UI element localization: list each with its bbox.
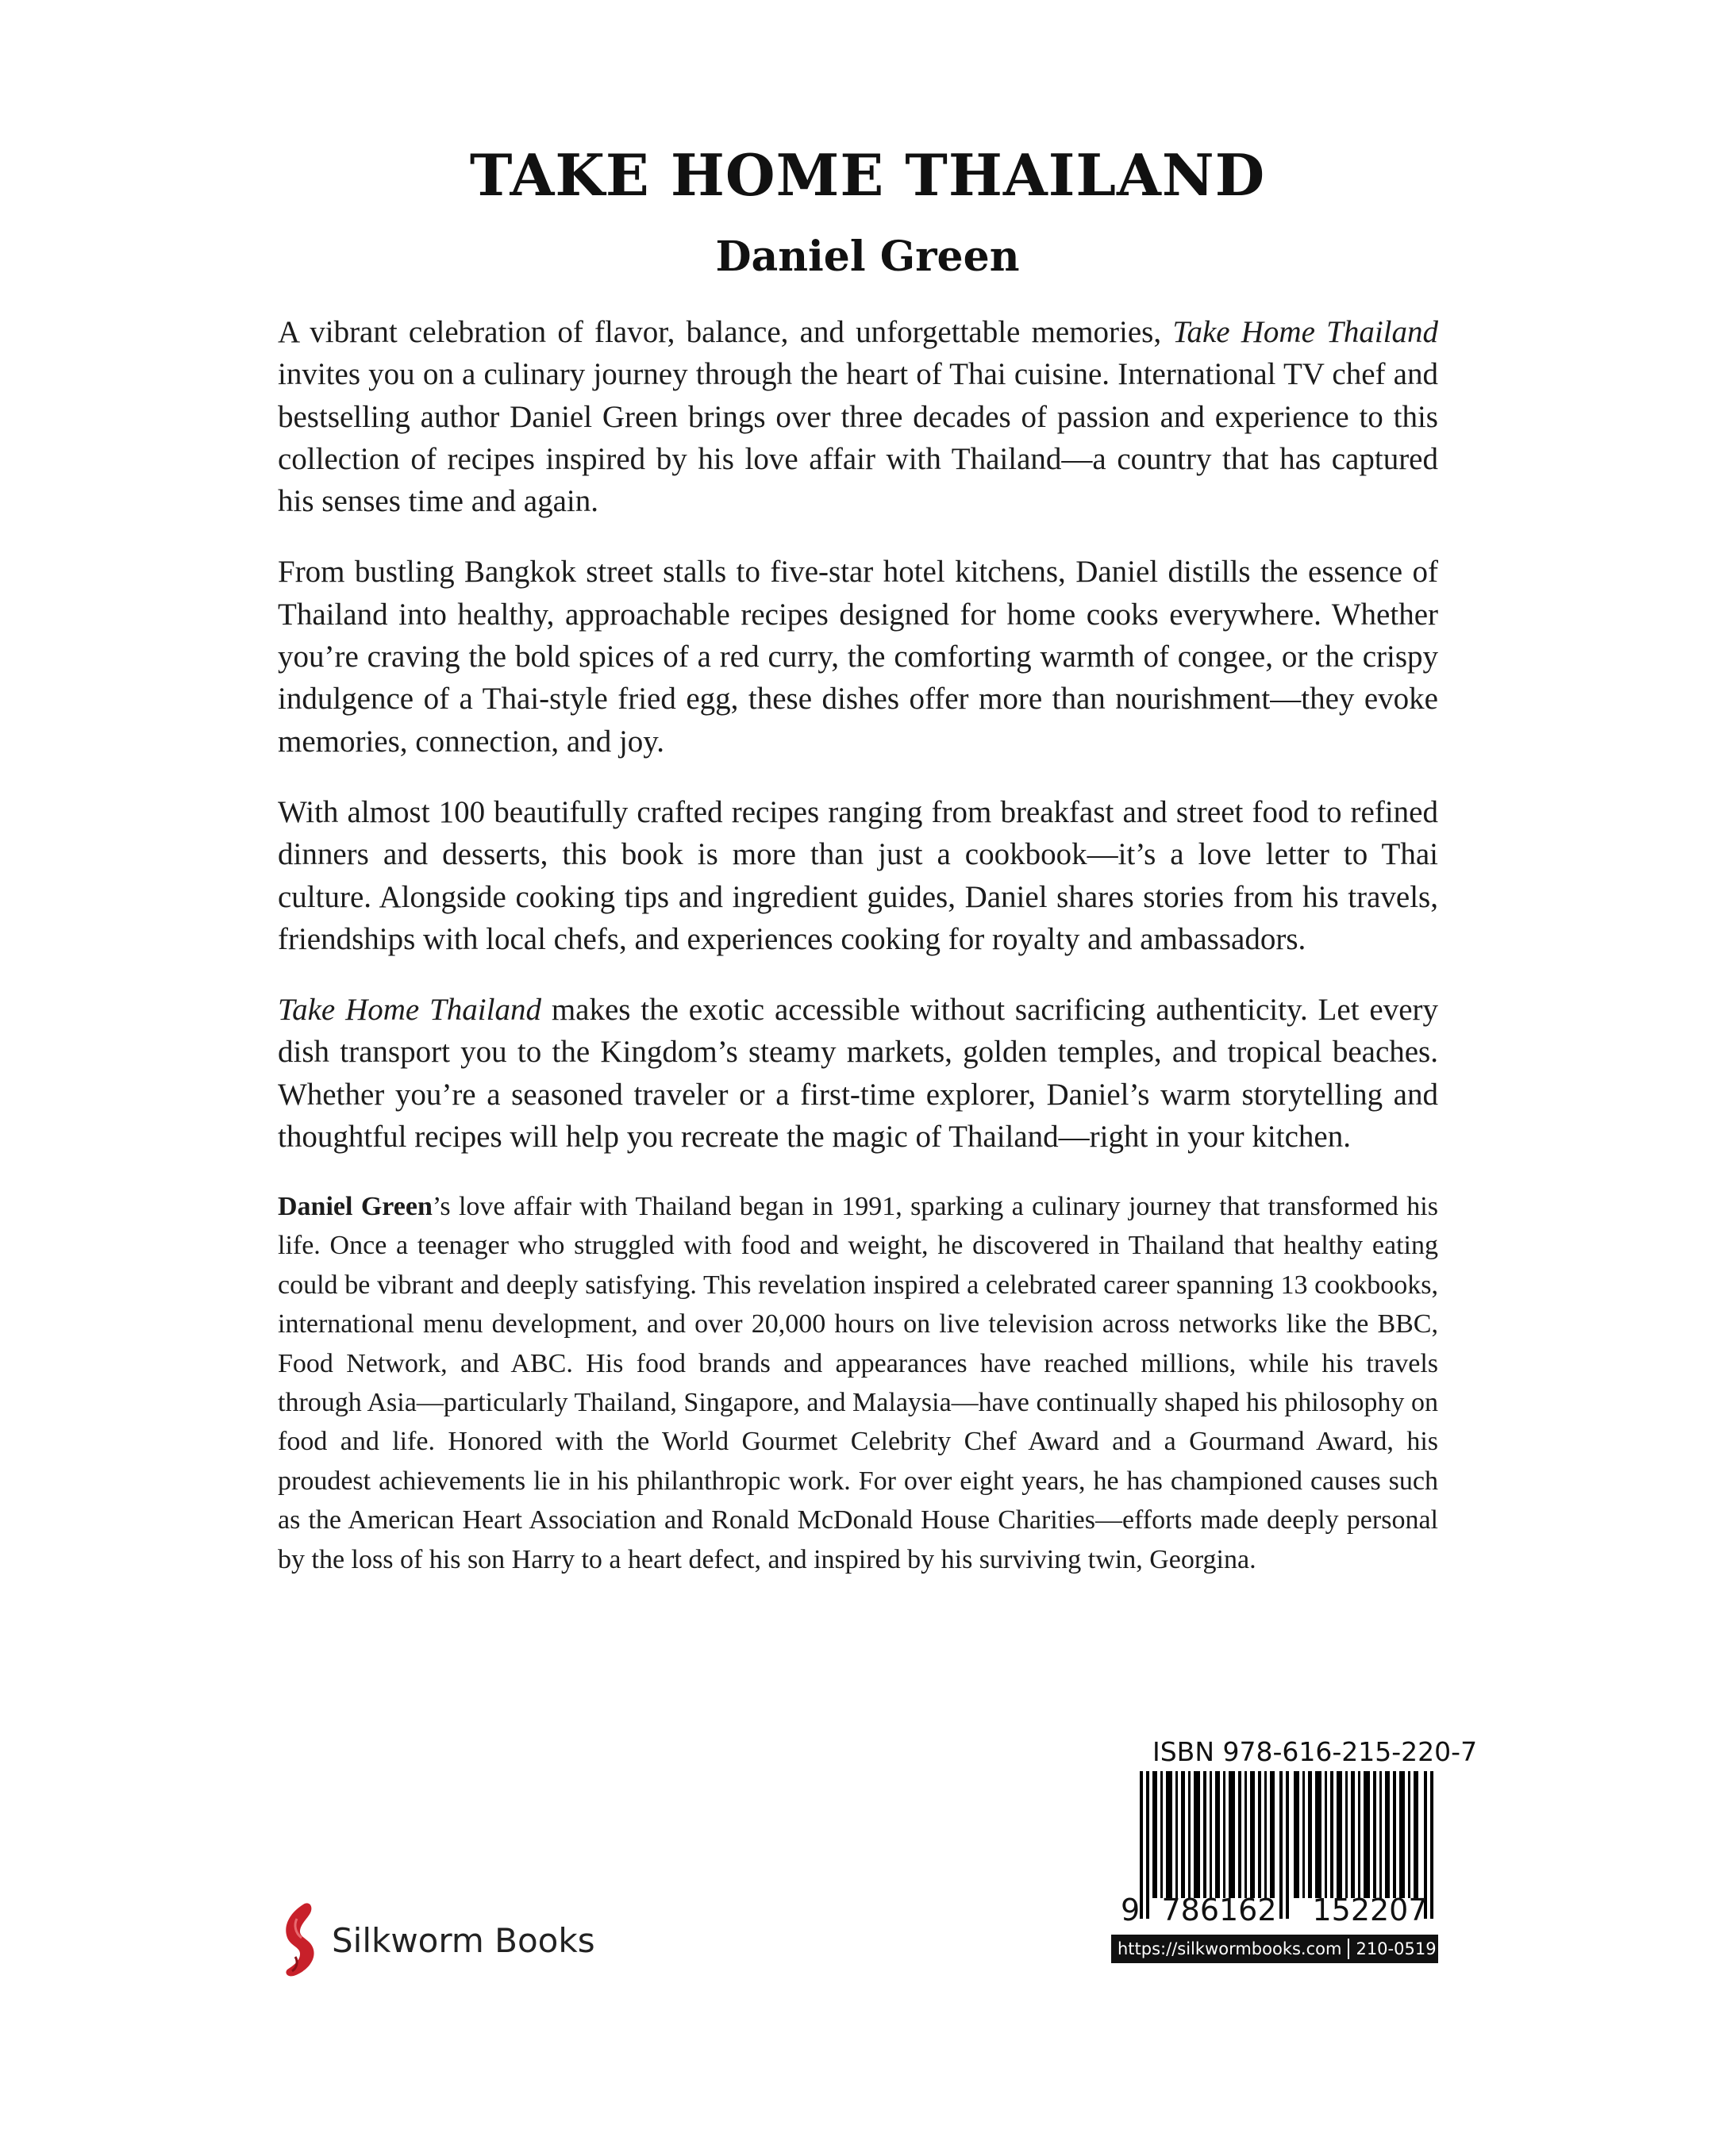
bio-author-name: Daniel Green (278, 1192, 433, 1221)
barcode-digit-group: 152207 (1312, 1893, 1428, 1927)
bio-text: ’s love affair with Thailand began in 1991, sparking a culinary journey that transformed his life. Once a teenager who struggled with food and weight, he discovered in Thailand that healthy eating could be vibrant and deeply satisfying. This revelation inspired a celebrated career spanning 13 cookbooks, international menu development, and over 20,000 hours on live television across networks like the BBC, Food Network, and ABC. His food brands and appearances have reached millions, while his travels through Asia—particularly Thailand, Singapore, and Malaysia—have continually shaped his philosophy on food and life. Honored with the World Gourmet Celebrity Chef Award and a Gourmand Award, his proudest achievements lie in his philanthropic work. For over eight years, he has championed causes such as the American Heart Association and Ronald McDonald House Charities—efforts made deeply personal by the loss of his son Harry to a heart defect, and inspired by his surviving twin, Georgina. (278, 1192, 1438, 1574)
book-author: Daniel Green (715, 233, 1020, 281)
publisher-url-bar (1111, 1935, 1438, 1963)
product-code: 210-0519 (1356, 1939, 1437, 1958)
paragraph-text: invites you on a culinary journey through the heart of Thai cuisine. International TV chef and bestselling author Daniel Green brings over three decades of passion and experience to this collection of recipes inspired by his love affair with Thailand—a country that has captured his senses time and again. (278, 357, 1438, 519)
book-title-italic: Take Home Thailand (278, 993, 541, 1028)
description (278, 311, 1438, 1186)
isbn-label: ISBN 978-616-215-220-7 (1152, 1736, 1478, 1767)
publisher-url: https://silkwormbooks.com (1118, 1939, 1342, 1958)
book-title-italic: Take Home Thailand (1172, 315, 1438, 349)
book-title: TAKE HOME THAILAND (469, 141, 1266, 209)
paragraph-text: makes the exotic accessible without sacrificing authenticity. Let every dish transport you to the Kingdom’s steamy markets, golden temples, and tropical beaches. Whether you’re a seasoned traveler or a first-time explorer, Daniel’s warm storytelling and thoughtful recipes will help you recreate the magic of Thailand—right in your kitchen. (278, 993, 1438, 1155)
author-bio (278, 1187, 1438, 1579)
barcode-first-digit: 9 (1121, 1893, 1141, 1927)
barcode-digit-group: 786162 (1161, 1893, 1277, 1927)
publisher-logo (276, 1900, 595, 1980)
silkworm-logo-icon (276, 1901, 321, 1979)
barcode-digits (1121, 1895, 1438, 1925)
url-divider (1348, 1939, 1349, 1959)
paragraph-text: A vibrant celebration of flavor, balance, and unforgettable memories, (278, 315, 1173, 349)
description-paragraph-4 (278, 989, 1438, 1158)
description-paragraph-3: With almost 100 beautifully crafted recipes ranging from breakfast and street food to refined dinners and desserts, this book is more than just a cookbook—it’s a love letter to Thai culture. Alongside cooking tips and ingredient guides, Daniel shares stories from his travels, friendships with local chefs, and experiences cooking for royalty and ambassadors. (278, 794, 1438, 956)
publisher-name: Silkworm Books (332, 1920, 595, 1960)
description-paragraph-1 (278, 311, 1438, 522)
description-paragraph-2: From bustling Bangkok street stalls to five-star hotel kitchens, Daniel distills the essence of Thailand into healthy, approachable recipes designed for home cooks everywhere. Whether you’re craving the bold spices of a red curry, the comforting warmth of congee, or the crispy indulgence of a Thai-style fried egg, these dishes offer more than nourishment—they evoke memories, connection, and joy. (278, 555, 1438, 759)
